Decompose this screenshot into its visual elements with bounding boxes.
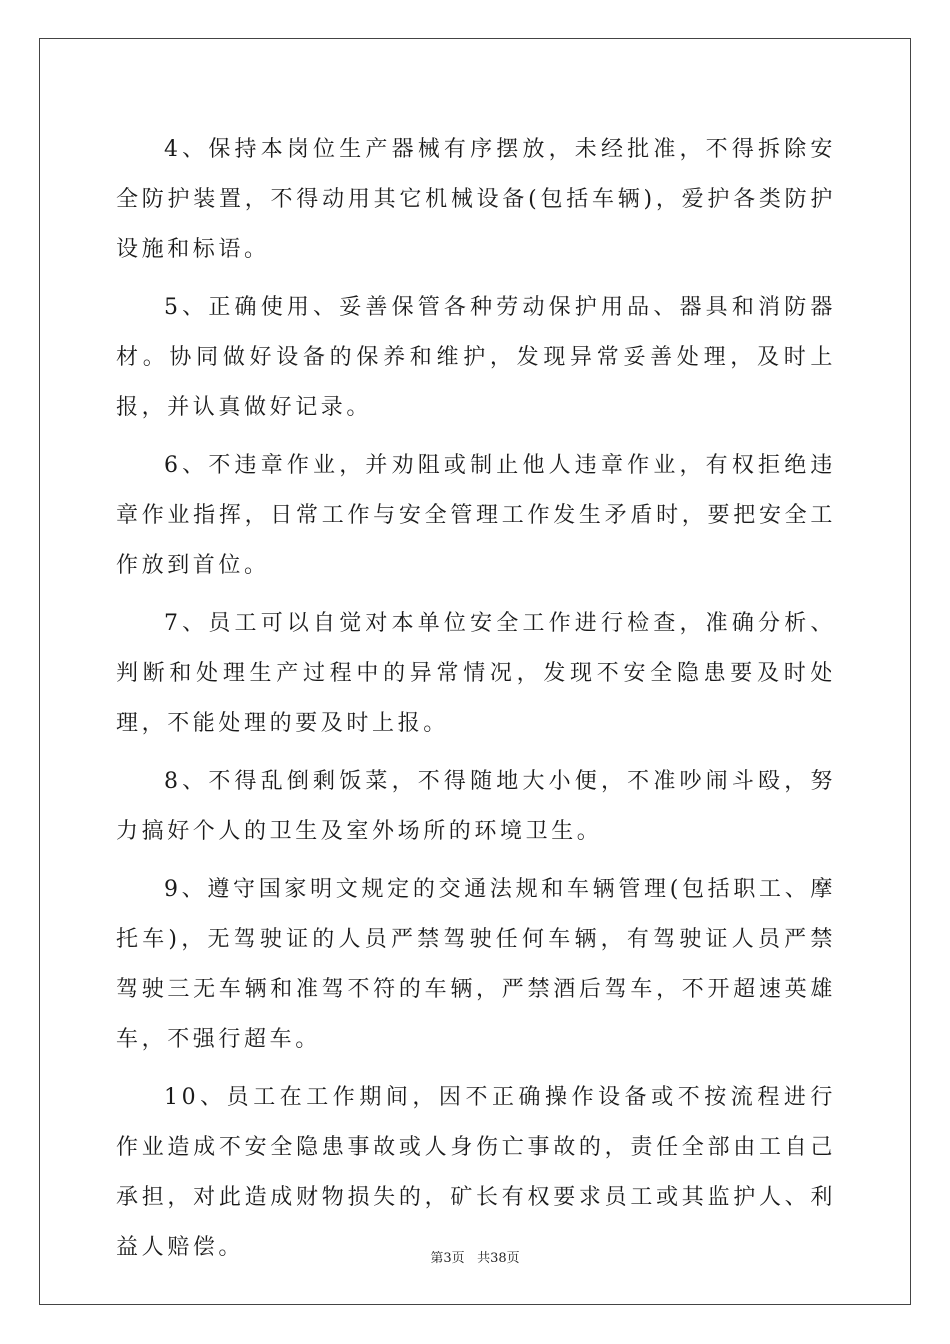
- page-footer: [0, 1247, 950, 1266]
- paragraph-item-4: 4、保持本岗位生产器械有序摆放，未经批准，不得拆除安全防护装置，不得动用其它机械设备(包括车辆)，爱护各类防护设施和标语。: [116, 137, 836, 262]
- paragraph-item-5: 5、正确使用、妥善保管各种劳动保护用品、器具和消防器材。协同做好设备的保养和维护，发现异常妥善处理，及时上报，并认真做好记录。: [116, 295, 836, 420]
- paragraph-item-9: 9、遵守国家明文规定的交通法规和车辆管理(包括职工、摩托车)，无驾驶证的人员严禁驾驶任何车辆，有驾驶证人员严禁驾驶三无车辆和准驾不符的车辆，严禁酒后驾车，不开超速英雄车，不强行超车。: [116, 877, 836, 1052]
- paragraph-item-8: 8、不得乱倒剩饭菜，不得随地大小便，不准吵闹斗殴，努力搞好个人的卫生及室外场所的环境卫生。: [116, 769, 836, 844]
- document-body: [116, 125, 836, 1281]
- paragraph-item-10: 10、员工在工作期间，因不正确操作设备或不按流程进行作业造成不安全隐患事故或人身伤亡事故的，责任全部由工自己承担，对此造成财物损失的，矿长有权要求员工或其监护人、利益人赔偿。: [116, 1085, 836, 1260]
- paragraph-item-7: 7、员工可以自觉对本单位安全工作进行检查，准确分析、判断和处理生产过程中的异常情况，发现不安全隐患要及时处理，不能处理的要及时上报。: [116, 611, 836, 736]
- page-total: 共38页: [477, 1251, 520, 1266]
- paragraph-item-6: 6、不违章作业，并劝阻或制止他人违章作业，有权拒绝违章作业指挥，日常工作与安全管理工作发生矛盾时，要把安全工作放到首位。: [116, 453, 836, 578]
- page-number: 第3页: [430, 1251, 465, 1266]
